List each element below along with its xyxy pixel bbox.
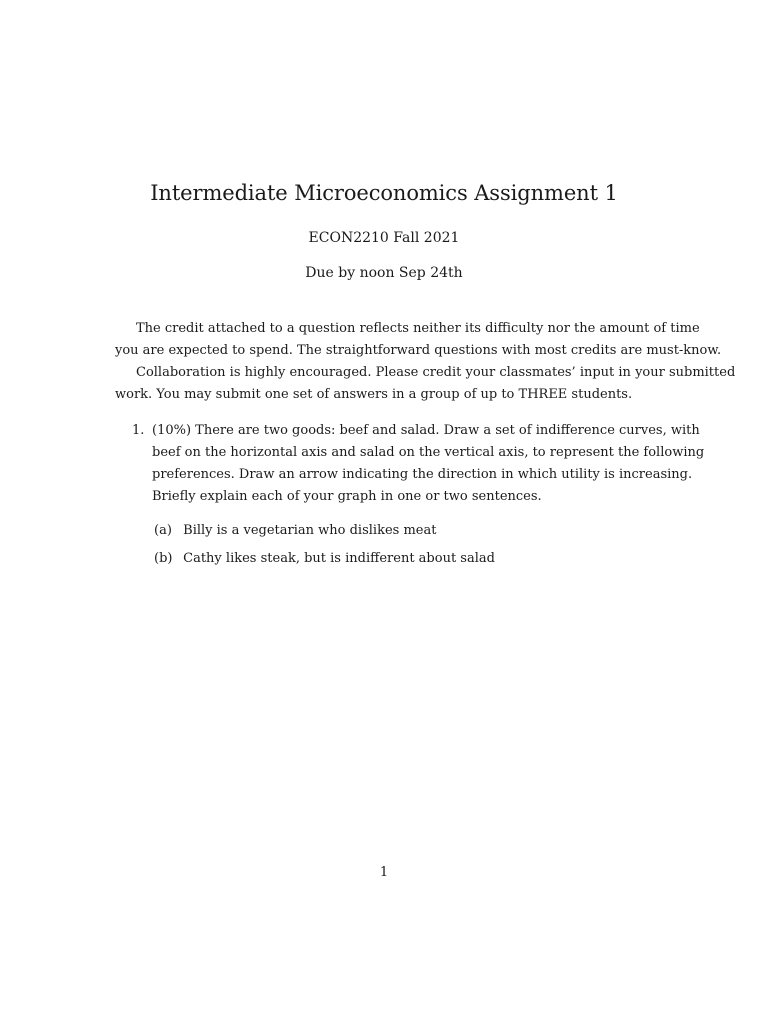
question-line: preferences. Draw an arrow indicating the direction in which utility is increasing. — [152, 467, 693, 482]
question-1-part-b — [154, 548, 495, 570]
question-text — [152, 420, 705, 508]
page-number: 1 — [379, 865, 389, 880]
due-date: Due by noon Sep 24th — [305, 265, 463, 281]
intro-paragraph-2 — [115, 362, 736, 406]
intro-paragraph-1 — [115, 318, 722, 362]
question-1-part-a — [154, 520, 436, 542]
intro-paragraph-1-line: you are expected to spend. The straightforward questions with most credits are must-know. — [115, 343, 722, 358]
course-info: ECON2210 Fall 2021 — [308, 230, 460, 246]
question-line: (10%) There are two goods: beef and salad. Draw a set of indifference curves, with — [152, 423, 700, 438]
intro-paragraph-2-line: work. You may submit one set of answers in a group of up to THREE students. — [115, 387, 633, 402]
document-title: Intermediate Microeconomics Assignment 1 — [150, 181, 618, 205]
intro-paragraph-2-line: Collaboration is highly encouraged. Please credit your classmates’ input in your submitted — [136, 365, 736, 380]
part-text: Billy is a vegetarian who dislikes meat — [183, 523, 437, 538]
part-label: (b) — [154, 551, 173, 566]
question-line: beef on the horizontal axis and salad on the vertical axis, to represent the following — [152, 445, 705, 460]
intro-paragraph-1-line: The credit attached to a question reflects neither its difficulty nor the amount of time — [136, 321, 700, 336]
question-number: 1. — [132, 423, 145, 438]
part-label: (a) — [154, 523, 172, 538]
question-line: Briefly explain each of your graph in one or two sentences. — [152, 489, 542, 504]
part-text: Cathy likes steak, but is indifferent about salad — [183, 551, 495, 566]
